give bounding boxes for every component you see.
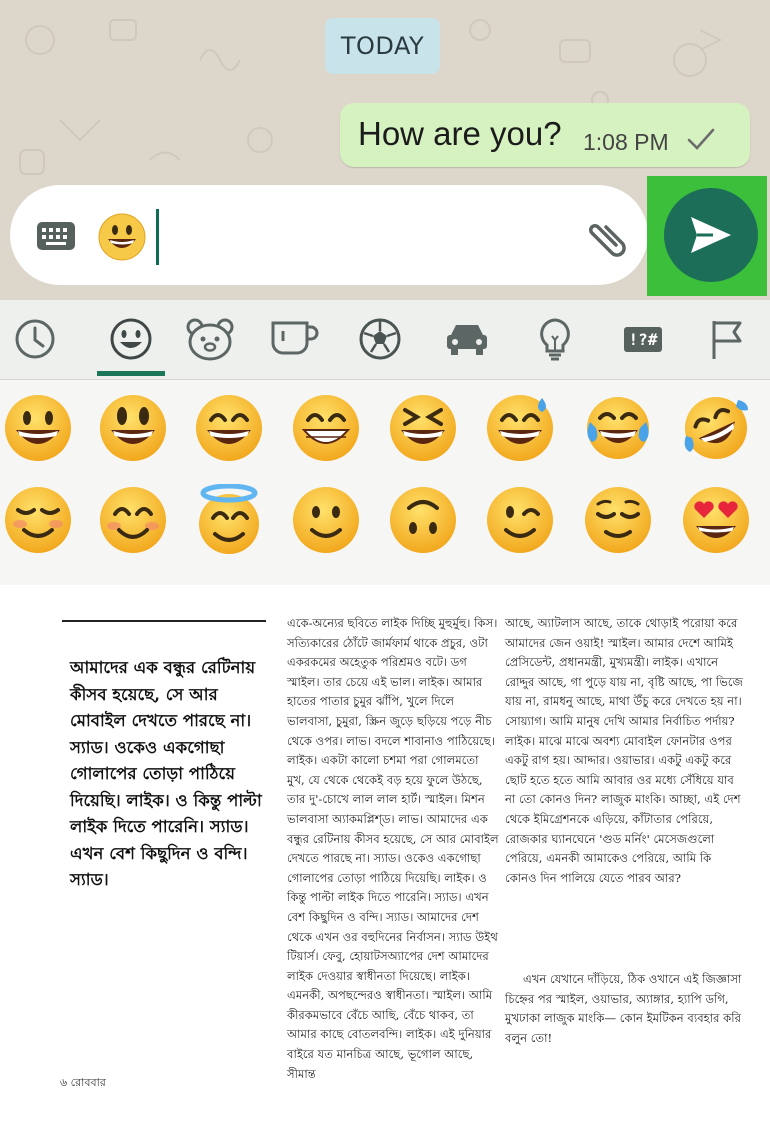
car-icon	[443, 319, 491, 359]
smiling-face-smiling-eyes-icon[interactable]	[97, 484, 169, 556]
grinning-face-big-eyes-icon[interactable]	[97, 392, 169, 464]
grinning-face-icon[interactable]	[2, 392, 74, 464]
face-tears-of-joy-icon[interactable]	[582, 392, 654, 464]
winking-face-icon[interactable]	[484, 484, 556, 556]
pull-quote: আমাদের এক বন্ধুর রেটিনায় কীসব হয়েছে, সে আর মোবাইল দেখতে পারছে না। স্যাড। ওকেও একগোছা গোলাপের তোড়া পাঠিয়ে দিয়েছি। লাইক। ও কিন্তু পাল্টা লাইক দিতে পারেনি। স্যাড। এখন বেশ কিছুদিন ও বন্দি। স্যাড।	[70, 657, 262, 889]
message-text: How are you?	[358, 115, 562, 152]
article-column-2	[505, 614, 745, 888]
date-chip	[325, 18, 440, 74]
soccer-ball-icon	[358, 317, 402, 361]
tab-animals[interactable]	[180, 310, 240, 368]
emoji-grid	[0, 380, 770, 585]
chat-area	[0, 0, 770, 300]
smiling-face-halo-icon[interactable]	[193, 484, 265, 556]
article-final-paragraph-text: এখন যেখানে দাঁড়িয়ে, ঠিক ওখানে এই জিজ্ঞাসা চিহ্নের পর স্মাইল, ওয়াভার, অ্যাঙ্গার, হ্যাপি ডগি, মুখঢাকা লাজুক মাংকি— কোন ইমটিকন ব্যবহার করি বলুন তো!	[505, 972, 742, 1045]
message-input[interactable]	[10, 185, 648, 285]
cup-icon	[269, 319, 321, 359]
emoji-category-tabs	[0, 300, 770, 380]
tab-food[interactable]	[265, 310, 325, 368]
tab-travel[interactable]	[437, 310, 497, 368]
heart-eyes-icon[interactable]	[680, 484, 752, 556]
text-caret	[156, 209, 159, 265]
upside-down-face-icon[interactable]	[387, 484, 459, 556]
tab-recent[interactable]	[5, 310, 65, 368]
tab-objects[interactable]	[525, 310, 585, 368]
send-icon	[689, 215, 733, 255]
lightbulb-icon	[535, 316, 575, 362]
tab-activity[interactable]	[350, 310, 410, 368]
tab-symbols[interactable]	[613, 310, 673, 368]
beaming-face-icon[interactable]	[290, 392, 362, 464]
keyboard-icon[interactable]	[36, 221, 76, 251]
page-folio: ৬ রোববার	[60, 1076, 106, 1089]
article-column-1-text: একে-অন্যের ছবিতে লাইক দিচ্ছি মুহুর্মুহু। কিস। সত্যিকারের ঠোঁটে জার্মফার্ম থাকে প্রচুর, ওটা একরকমের অহেতুক পরিশ্রমও বটে। ডগ স্মাইল। তার চেয়ে এই ভাল। লাইক। আমার হাতের পাতার চুমুর ঝাঁপি, খুলে দিলে ভালবাসা, চুমুরা, স্ক্রিন জুড়ে ছড়িয়ে পড়ে নীচ থেকে ওপর। লাভ। বদলে শাবানাও পাঠিয়েছে। লাইক। একটা কালো চশমা পরা গোলমতো মুখ, যে থেকে থেকেই বড় হয়ে ফুলে উঠছে, তার দু'-চোখে লাল লাল হার্ট। স্মাইল। মিশন ভালবাসা অ্যাকমপ্লিশ্ড। লাভ। আমাদের এক বন্ধুর রেটিনায় কীসব হয়েছে, সে আর মোবাইল দেখতে পারছে না। স্যাড। ওকেও একগোছা গোলাপের তোড়া পাঠিয়ে দিয়েছি। লাইক। ও কিন্তু পাল্টা লাইক দিতে পারেনি। স্যাড। এখন বেশ কিছুদিন ও বন্দি। স্যাড। আমাদের দেশ থেকে এখন ওর বহুদিনের নির্বাসন। স্যাড উইথ টিয়ার্স। ফেবু, হোয়াটসঅ্যাপের দেশ আমাদের লাইক দেওয়ার স্বাধীনতা দিয়েছে। লাইক। এমনকী, অপছন্দেরও স্বাধীনতা। স্মাইল। আমি কীরকমভাবে বেঁচে আছি, বেঁচে থাকব, তা আমার কাছে বোতলবন্দি। লাইক। এই দুনিয়ার বাইরে যত মানচিত্র আছে, ভূগোল আছে, সীমান্ত	[287, 616, 499, 1081]
flag-icon	[708, 317, 748, 361]
smiling-face-icon[interactable]	[2, 484, 74, 556]
smiley-icon	[109, 317, 153, 361]
article-column-2-text: আছে, অ্যাটলাস আছে, তাকে থোড়াই পরোয়া করে আমাদের জেন ওয়াই! স্মাইল। আমার দেশে আমিই প্রেসিডেন্ট, প্রধানমন্ত্রী, মুখ্যমন্ত্রী। লাইক। এখানে রোদ্দুর আছে, গা পুড়ে যায় না, বৃষ্টি আছে, পা ভিজে যায় না, রামধনু আছে, মাথা উঁচু করে দেখতে হয় না। সোয়্যাগ। আমি মানুষ দেখি আমার নির্বাচিত পর্দায়? লাইক। মাঝে মাঝে অবশ্য মোবাইল ফোনটার ওপর একটু রাগ হয়। আদ্দার। ওয়াভার। একটু একটু করে ছোট হতে হতে আমি আবার ওর মধ্যে সেঁধিয়ে যাব না তো কোনও দিন? লাজুক মাংকি। আচ্ছা, এই দেশ থেকে ইমিগ্রেশনকে এড়িয়ে, কাঁটাতার পেরিয়ে, রোজকার ঘ্যানঘেনে 'গুড মর্নিং' মেসেজগুলো পেরিয়ে, এমনকী আমাকেও পেরিয়ে, আমি কি কোনও দিন পালিয়ে যেতে পারব আর?	[505, 616, 743, 885]
symbols-tab-label: !?#	[624, 327, 663, 352]
article-column-2-final-paragraph	[505, 970, 745, 1048]
tab-flags[interactable]	[698, 310, 758, 368]
attachment-clip-icon[interactable]	[580, 213, 630, 263]
grinning-face-smiling-eyes-icon[interactable]	[193, 392, 265, 464]
message-time: 1:08 PM	[583, 129, 669, 155]
grinning-face-icon	[98, 213, 146, 261]
bear-icon	[185, 317, 235, 361]
pull-quote-rule	[62, 620, 266, 622]
grinning-face-sweat-icon[interactable]	[484, 392, 556, 464]
send-button[interactable]	[664, 188, 758, 282]
article-column-1	[287, 614, 499, 1084]
slightly-smiling-face-icon[interactable]	[290, 484, 362, 556]
outgoing-message-bubble[interactable]	[340, 103, 750, 167]
grinning-squinting-face-icon[interactable]	[387, 392, 459, 464]
relieved-face-icon[interactable]	[582, 484, 654, 556]
clock-icon	[14, 318, 56, 360]
rolling-on-floor-laughing-icon[interactable]	[680, 392, 752, 464]
date-chip-label: TODAY	[340, 32, 425, 60]
tab-smileys[interactable]	[101, 310, 161, 368]
double-check-icon	[685, 125, 717, 153]
selected-tab-indicator	[97, 371, 165, 376]
